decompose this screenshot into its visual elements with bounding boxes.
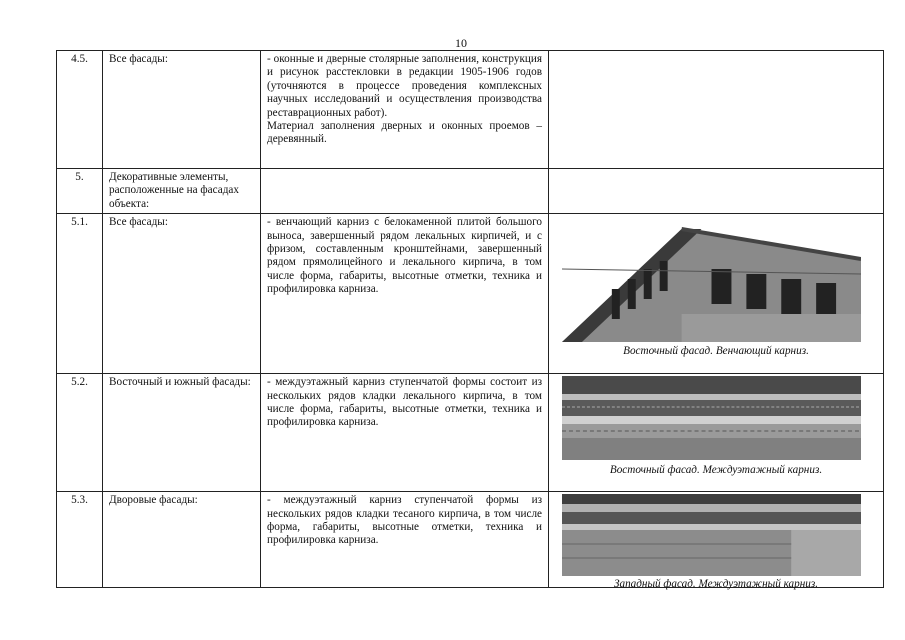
cornice-photo-image (562, 219, 861, 342)
row-number: 4.5. (57, 51, 103, 169)
table-row (57, 214, 884, 374)
row-description (261, 51, 549, 169)
row-description (261, 169, 549, 214)
row-location: Восточный и южный фасады: (103, 374, 261, 492)
table-row (57, 492, 884, 588)
protection-subject-table (56, 50, 884, 591)
table-row (57, 51, 884, 169)
description-material: Материал заполнения дверных и оконных проемов – деревянный. (267, 120, 542, 146)
row-location: Дворовые фасады: (103, 492, 261, 588)
photo-caption: Западный фасад. Междуэтажный карниз. (613, 578, 819, 591)
row-photo-cell (549, 492, 884, 591)
cornice-photo (562, 494, 861, 576)
row-photo-cell (549, 169, 884, 214)
row-photo-cell (549, 374, 884, 492)
row-description: - венчающий карниз с белокаменной плитой большого выноса, завершенный рядом лекальных кирпичей, и с фризом, составленным кронштейнами, завершенный рядом прямолицейного и лекального кирпича, в том числе форма, габариты, высотные отметки, техника и профилировка карниза. (261, 214, 549, 374)
page-number: 10 (455, 36, 467, 50)
table-row (57, 374, 884, 492)
row-description: - междуэтажный карниз ступенчатой формы состоит из нескольких рядов кладки лекального кирпича, в том числе форма, габариты, высотные отметки, техника и профилировка карниза. (261, 374, 549, 492)
row-number: 5.2. (57, 374, 103, 492)
cornice-photo (562, 219, 861, 342)
row-photo-cell (549, 214, 884, 374)
row-location: Все фасады: (103, 51, 261, 169)
photo-caption: Восточный фасад. Междуэтажный карниз. (609, 464, 823, 477)
photo-caption: Восточный фасад. Венчающий карниз. (623, 345, 809, 358)
cornice-photo (562, 376, 861, 460)
row-number: 5. (57, 169, 103, 214)
row-number: 5.3. (57, 492, 103, 588)
row-location: Все фасады: (103, 214, 261, 374)
row-location: Декоративные элементы, расположенные на фасадах объекта: (103, 169, 261, 214)
row-description: - междуэтажный карниз ступенчатой формы из нескольких рядов кладки тесаного кирпича, в том числе форма, габариты, высотные отметки, техника и профилировка карниза. (261, 492, 549, 588)
row-number: 5.1. (57, 214, 103, 374)
cornice-photo-image (562, 376, 861, 460)
description-text: - оконные и дверные столярные заполнения, конструкция и рисунок расстекловки в редакции 1905-1906 годов (уточняются в процессе проведения комплексных научных исследований и осуществления производства реставрационных работ). (267, 53, 542, 119)
table-row (57, 169, 884, 214)
cornice-photo-image (562, 494, 861, 576)
row-photo-cell (549, 51, 884, 169)
